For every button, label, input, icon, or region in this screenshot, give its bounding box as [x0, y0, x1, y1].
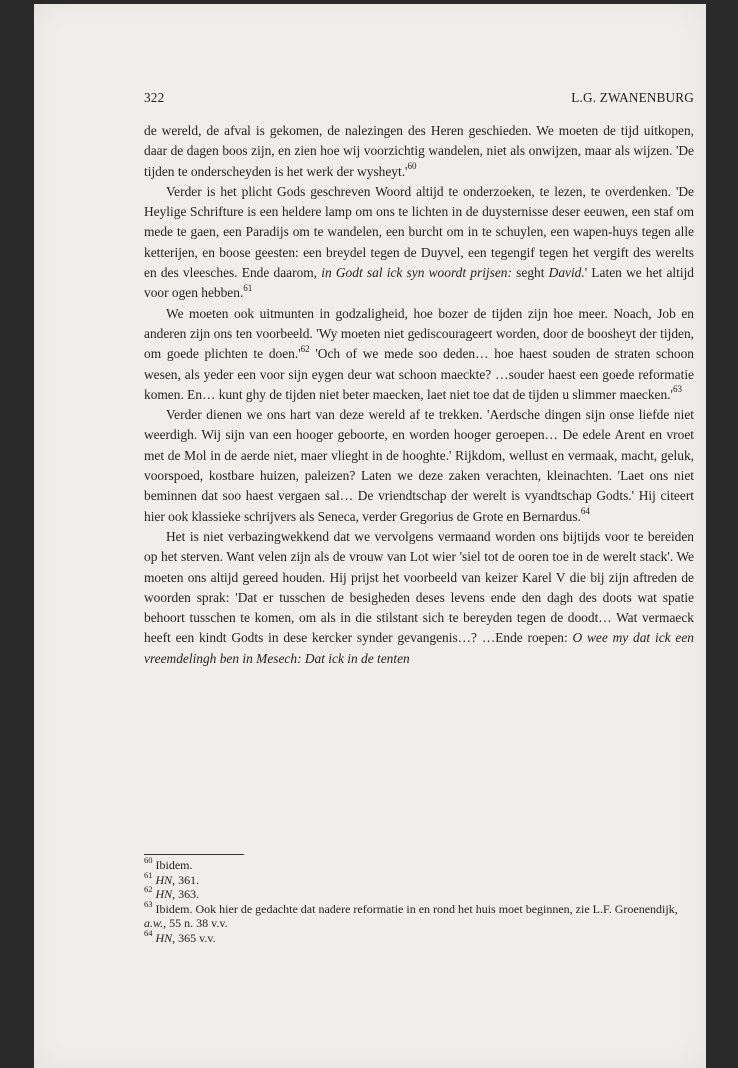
text-run: , 361.: [172, 872, 200, 887]
text-run: 'Och of we mede soo deden… hoe haest souden de straten schoon wesen, als yeder een voor sijn eygen deur wat schoon maeckte? …souder haest een goede reformatie komen. En… kunt ghy de tijden niet beter maecken, laet niet toe dat de tijden u slimmer maecken.': [144, 346, 694, 402]
paragraph: [144, 304, 694, 405]
footnote-number: 63: [144, 898, 153, 909]
text-run: ' Laten we het altijd voor ogen hebben.: [144, 265, 694, 301]
footnote-ref: 60: [407, 161, 417, 172]
text-run: Ibidem. Ook hier de gedachte dat nadere reformatie in en rond het huis moet beginnen, zie L.F. Groenendijk,: [155, 901, 678, 916]
footnote-ref: 62: [300, 343, 310, 354]
italic-text: O wee my dat ick een vreemdelingh ben in Mesech: Dat ick in de tenten: [144, 630, 694, 666]
italic-text: HN: [155, 887, 173, 901]
footnotes: [144, 855, 694, 945]
paragraph: [144, 405, 694, 527]
text-run: Verder dienen we ons hart van deze wereld af te trekken. 'Aerdsche dingen sijn onse liefde niet weerdigh. Wij sijn van een hooger geboorte, en worden hooger geroepen… De edele Arent en vroet met de Mol in de aerde niet, maer vlieght in de hooghte.' Rijkdom, wellust en vermaak, macht, geluk, voorspoed, kostbare huizen, paleizen? Laten we deze zaken verachten, kleinachten. 'Laet ons niet beminnen dat soo haest vergaen sal… De vriendtschap der werelt is vyandtschap Godts.' Hij citeert hier ook klassieke schrijvers als Seneca, verder Gregorius de Grote en Bernardus.: [144, 407, 694, 524]
footnote-rule: [144, 854, 244, 855]
footnote: [144, 869, 694, 888]
running-title: L.G. ZWANENBURG: [571, 90, 694, 105]
footnote: [144, 927, 694, 946]
italic-text: David.: [548, 265, 585, 281]
text-run: Ibidem.: [155, 858, 193, 872]
footnote: [144, 855, 694, 873]
footnote-number: 60: [144, 855, 153, 865]
footnote: [144, 898, 694, 931]
text-run: , 363.: [172, 887, 200, 901]
footnote-ref: 64: [580, 506, 590, 517]
page-number: 322: [144, 90, 165, 105]
footnote-number: 62: [144, 884, 153, 894]
italic-text: HN: [155, 930, 173, 945]
text-run: We moeten ook uitmunten in godzaligheid, hoe bozer de tijden zijn hoe meer. Noach, Job en anderen zijn ons ten voorbeeld. 'Wy moeten niet gediscourageert worden, door de boosheyt der tijden, om goede plichten te doen.': [144, 305, 694, 362]
text-run: Verder is het plicht Gods geschreven Woord altijd te onderzoeken, te lezen, te overdenken. 'De Heylige Schrifture is een heldere lamp om ons te lichten in de duysternisse deser eeuwen, een staf om mede te gaen, een Paradijs om te wandelen, een burcht om in te schuylen, een wapen-huys tegen alle ketterijen, en boose geesten: een breydel tegen de Duyvel, een tegengif tegen het vergift des werelts en des vleesches. Ende daarom,: [144, 183, 694, 281]
text-run: Het is niet verbazingwekkend dat we vervolgens vermaand worden ons bijtijds voor te bereiden op het sterven. Want velen zijn als de vrouw van Lot wier 'siel tot de ooren toe in de werelt stack'. We moeten ons altijd gereed houden. Hij prijst het voorbeeld van keizer Karel V die bij zijn aftreden de woorden sprak: 'Dat er tusschen de besigheden deses levens ende den dagh des doots wat spatie behoort tusschen te komen, om als in die stilstant sich te bereyden tegen de doodt… Wat vermaeck heeft een kindt Godts in dese kercker synder gevangenis…? …Ende roepen:: [144, 528, 694, 646]
italic-text: in Godt sal ick syn woordt prijsen:: [321, 265, 512, 281]
footnote-number: 64: [144, 927, 153, 938]
paragraph: [144, 527, 694, 669]
text-run: , 365 v.v.: [172, 930, 216, 945]
footnote-ref: 63: [672, 384, 682, 395]
paragraph: [144, 121, 694, 182]
paragraph: [144, 182, 694, 304]
book-page: [34, 4, 706, 1068]
text-run: de wereld, de afval is gekomen, de nalezingen des Heren geschieden. We moeten de tijd uitkopen, daar de dagen boos zijn, en zien hoe wij voorzichtig wandelen, niet als onwijzen, maar als wijzen. 'De tijden te onderscheyden is het werk der wysheyt.': [144, 123, 694, 179]
text-run: seght: [511, 265, 549, 281]
body-text: [144, 121, 694, 669]
footnote: [144, 884, 694, 902]
footnote-ref: 61: [243, 282, 253, 293]
italic-text: HN: [155, 872, 173, 887]
text-run: , 55 n. 38 v.v.: [163, 916, 228, 930]
footnote-number: 61: [144, 869, 153, 880]
italic-text: a.w.: [144, 916, 164, 930]
